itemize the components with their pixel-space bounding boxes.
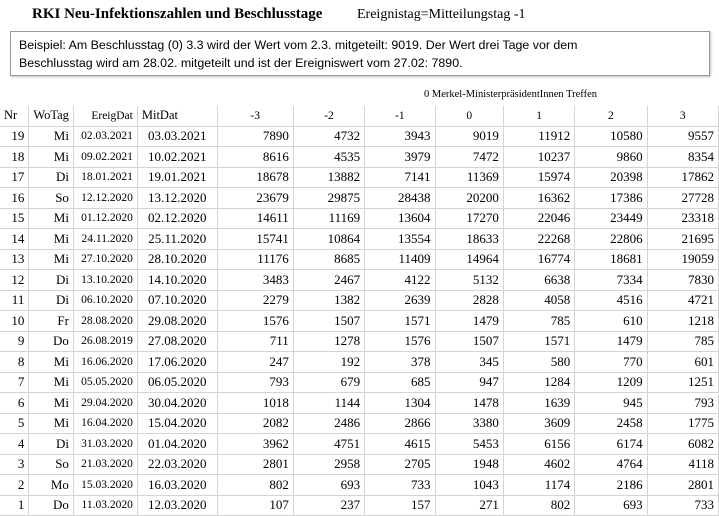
cell-day0[interactable]: 5453 (435, 434, 503, 455)
cell-minus1[interactable]: 28438 (365, 188, 435, 209)
cell-plus3[interactable]: 1251 (647, 372, 718, 393)
cell-minus2[interactable]: 1507 (293, 311, 364, 332)
event-label[interactable]: 0 Merkel-MinisterpräsidentInnen Treffen (424, 89, 598, 100)
cell-minus3[interactable]: 2279 (217, 290, 293, 311)
table-row (0, 126, 719, 147)
cell-minus2[interactable]: 11169 (293, 208, 364, 229)
header-mitdat[interactable]: MitDat (137, 106, 217, 126)
cell-minus2[interactable]: 192 (293, 352, 364, 373)
cell-minus2[interactable]: 237 (293, 495, 364, 516)
cell-wotag[interactable]: Mi (29, 393, 74, 414)
cell-plus2[interactable]: 945 (575, 393, 647, 414)
cell-plus2[interactable]: 2186 (575, 475, 647, 496)
cell-nr[interactable]: 6 (0, 393, 29, 414)
cell-plus2[interactable]: 7334 (575, 270, 647, 291)
cell-ereigdat[interactable]: 06.10.2020 (73, 290, 137, 311)
table-row (0, 167, 719, 188)
cell-day0[interactable]: 1043 (435, 475, 503, 496)
cell-minus1[interactable]: 157 (365, 495, 435, 516)
cell-mitdat[interactable]: 10.02.2021 (137, 147, 217, 168)
header-plus3[interactable]: 3 (647, 106, 718, 126)
cell-minus1[interactable]: 378 (365, 352, 435, 373)
cell-minus2[interactable]: 2467 (293, 270, 364, 291)
cell-mitdat[interactable]: 22.03.2020 (137, 454, 217, 475)
cell-minus3[interactable]: 7890 (217, 126, 293, 147)
cell-minus3[interactable]: 18678 (217, 167, 293, 188)
cell-plus3[interactable]: 8354 (647, 147, 718, 168)
cell-ereigdat[interactable]: 11.03.2020 (73, 495, 137, 516)
note-line-1: Beispiel: Am Beschlusstag (0) 3.3 wird der Wert vom 2.3. mitgeteilt: 9019. Der Wert drei Tage vor dem (19, 38, 578, 52)
cell-minus1[interactable]: 2866 (365, 413, 435, 434)
cell-day0[interactable]: 5132 (435, 270, 503, 291)
cell-ereigdat[interactable]: 15.03.2020 (73, 475, 137, 496)
cell-day0[interactable]: 947 (435, 372, 503, 393)
cell-plus1[interactable]: 3609 (503, 413, 574, 434)
cell-plus1[interactable]: 4602 (503, 454, 574, 475)
cell-wotag[interactable]: Do (29, 495, 74, 516)
cell-nr[interactable]: 11 (0, 290, 29, 311)
cell-day0[interactable]: 7472 (435, 147, 503, 168)
cell-minus1[interactable]: 4122 (365, 270, 435, 291)
cell-plus1[interactable]: 11912 (503, 126, 574, 147)
cell-minus1[interactable]: 1576 (365, 331, 435, 352)
cell-wotag[interactable]: Di (29, 167, 74, 188)
cell-minus3[interactable]: 11176 (217, 249, 293, 270)
cell-plus1[interactable]: 1284 (503, 372, 574, 393)
cell-plus3[interactable]: 733 (647, 495, 718, 516)
cell-plus2[interactable]: 23449 (575, 208, 647, 229)
cell-day0[interactable]: 1948 (435, 454, 503, 475)
cell-nr[interactable]: 1 (0, 495, 29, 516)
cell-minus1[interactable]: 11409 (365, 249, 435, 270)
table-row (0, 229, 719, 250)
cell-nr[interactable]: 15 (0, 208, 29, 229)
cell-day0[interactable]: 1479 (435, 311, 503, 332)
cell-nr[interactable]: 16 (0, 188, 29, 209)
cell-minus1[interactable]: 685 (365, 372, 435, 393)
cell-plus3[interactable]: 19059 (647, 249, 718, 270)
cell-ereigdat[interactable]: 28.08.2020 (73, 311, 137, 332)
cell-minus2[interactable]: 693 (293, 475, 364, 496)
cell-day0[interactable]: 20200 (435, 188, 503, 209)
cell-minus3[interactable]: 14611 (217, 208, 293, 229)
cell-plus2[interactable]: 4764 (575, 454, 647, 475)
cell-ereigdat[interactable]: 05.05.2020 (73, 372, 137, 393)
cell-plus3[interactable]: 7830 (647, 270, 718, 291)
header-row (0, 106, 719, 126)
cell-minus1[interactable]: 3979 (365, 147, 435, 168)
cell-plus1[interactable]: 22268 (503, 229, 574, 250)
table-row (0, 331, 719, 352)
cell-wotag[interactable]: Mi (29, 126, 74, 147)
cell-ereigdat[interactable]: 02.03.2021 (73, 126, 137, 147)
header-ereigdat[interactable]: EreigDat (73, 106, 137, 126)
cell-nr[interactable]: 4 (0, 434, 29, 455)
cell-plus1[interactable]: 1174 (503, 475, 574, 496)
cell-minus3[interactable]: 2082 (217, 413, 293, 434)
cell-minus2[interactable]: 1382 (293, 290, 364, 311)
table-row (0, 188, 719, 209)
data-table (0, 106, 719, 516)
cell-minus3[interactable]: 802 (217, 475, 293, 496)
header-plus2[interactable]: 2 (575, 106, 647, 126)
cell-wotag[interactable]: Do (29, 331, 74, 352)
cell-wotag[interactable]: Mo (29, 475, 74, 496)
table-row (0, 475, 719, 496)
cell-mitdat[interactable]: 12.03.2020 (137, 495, 217, 516)
cell-minus3[interactable]: 793 (217, 372, 293, 393)
cell-minus3[interactable]: 23679 (217, 188, 293, 209)
cell-minus1[interactable]: 4615 (365, 434, 435, 455)
cell-minus3[interactable]: 3962 (217, 434, 293, 455)
cell-nr[interactable]: 12 (0, 270, 29, 291)
cell-day0[interactable]: 345 (435, 352, 503, 373)
table-row (0, 393, 719, 414)
cell-plus1[interactable]: 10237 (503, 147, 574, 168)
cell-mitdat[interactable]: 03.03.2021 (137, 126, 217, 147)
cell-nr[interactable]: 7 (0, 372, 29, 393)
cell-nr[interactable]: 14 (0, 229, 29, 250)
cell-plus2[interactable]: 6174 (575, 434, 647, 455)
cell-plus1[interactable]: 580 (503, 352, 574, 373)
header-minus3[interactable]: -3 (217, 106, 293, 126)
cell-ereigdat[interactable]: 21.03.2020 (73, 454, 137, 475)
cell-minus3[interactable]: 2801 (217, 454, 293, 475)
cell-wotag[interactable]: So (29, 454, 74, 475)
table-row (0, 454, 719, 475)
cell-plus2[interactable]: 18681 (575, 249, 647, 270)
cell-mitdat[interactable]: 25.11.2020 (137, 229, 217, 250)
note-line-2: Beschlusstag wird am 28.02. mitgeteilt und ist der Ereigniswert vom 27.02: 7890. (19, 56, 463, 70)
cell-ereigdat[interactable]: 31.03.2020 (73, 434, 137, 455)
cell-minus1[interactable]: 2705 (365, 454, 435, 475)
cell-ereigdat[interactable]: 01.12.2020 (73, 208, 137, 229)
cell-nr[interactable]: 17 (0, 167, 29, 188)
header-plus1[interactable]: 1 (503, 106, 574, 126)
cell-ereigdat[interactable]: 26.08.2019 (73, 331, 137, 352)
cell-plus1[interactable]: 802 (503, 495, 574, 516)
cell-minus3[interactable]: 8616 (217, 147, 293, 168)
cell-plus3[interactable]: 4721 (647, 290, 718, 311)
cell-mitdat[interactable]: 19.01.2021 (137, 167, 217, 188)
cell-ereigdat[interactable]: 09.02.2021 (73, 147, 137, 168)
header-nr[interactable]: Nr (0, 106, 29, 126)
cell-mitdat[interactable]: 29.08.2020 (137, 311, 217, 332)
cell-plus3[interactable]: 9557 (647, 126, 718, 147)
cell-minus2[interactable]: 4535 (293, 147, 364, 168)
cell-nr[interactable]: 3 (0, 454, 29, 475)
cell-plus3[interactable]: 1775 (647, 413, 718, 434)
cell-minus3[interactable]: 711 (217, 331, 293, 352)
cell-minus3[interactable]: 15741 (217, 229, 293, 250)
cell-plus1[interactable]: 1639 (503, 393, 574, 414)
cell-plus2[interactable]: 770 (575, 352, 647, 373)
cell-minus3[interactable]: 3483 (217, 270, 293, 291)
cell-minus2[interactable]: 679 (293, 372, 364, 393)
sheet-subtitle[interactable]: Ereignistag=Mitteilungstag -1 (357, 7, 526, 22)
cell-mitdat[interactable]: 28.10.2020 (137, 249, 217, 270)
cell-plus2[interactable]: 1479 (575, 331, 647, 352)
cell-wotag[interactable]: Mi (29, 229, 74, 250)
cell-wotag[interactable]: Mi (29, 413, 74, 434)
table-row (0, 208, 719, 229)
cell-minus2[interactable]: 4732 (293, 126, 364, 147)
cell-plus1[interactable]: 1571 (503, 331, 574, 352)
cell-minus1[interactable]: 1571 (365, 311, 435, 332)
cell-minus2[interactable]: 2486 (293, 413, 364, 434)
cell-minus2[interactable]: 29875 (293, 188, 364, 209)
cell-minus1[interactable]: 7141 (365, 167, 435, 188)
table-row (0, 495, 719, 516)
cell-wotag[interactable]: Mi (29, 249, 74, 270)
cell-day0[interactable]: 14964 (435, 249, 503, 270)
table-row (0, 147, 719, 168)
cell-minus1[interactable]: 733 (365, 475, 435, 496)
cell-nr[interactable]: 8 (0, 352, 29, 373)
table-row (0, 249, 719, 270)
cell-plus2[interactable]: 9860 (575, 147, 647, 168)
cell-minus3[interactable]: 1576 (217, 311, 293, 332)
cell-plus3[interactable]: 785 (647, 331, 718, 352)
cell-minus3[interactable]: 1018 (217, 393, 293, 414)
cell-wotag[interactable]: Di (29, 270, 74, 291)
cell-plus3[interactable]: 4118 (647, 454, 718, 475)
cell-minus1[interactable]: 13554 (365, 229, 435, 250)
cell-minus2[interactable]: 10864 (293, 229, 364, 250)
cell-mitdat[interactable]: 13.12.2020 (137, 188, 217, 209)
cell-ereigdat[interactable]: 12.12.2020 (73, 188, 137, 209)
cell-mitdat[interactable]: 01.04.2020 (137, 434, 217, 455)
cell-day0[interactable]: 3380 (435, 413, 503, 434)
cell-nr[interactable]: 5 (0, 413, 29, 434)
cell-plus2[interactable]: 17386 (575, 188, 647, 209)
header-minus1[interactable]: -1 (365, 106, 435, 126)
cell-minus1[interactable]: 1304 (365, 393, 435, 414)
cell-minus2[interactable]: 13882 (293, 167, 364, 188)
cell-plus3[interactable]: 601 (647, 352, 718, 373)
table-row (0, 372, 719, 393)
cell-ereigdat[interactable]: 16.06.2020 (73, 352, 137, 373)
cell-plus2[interactable]: 2458 (575, 413, 647, 434)
cell-wotag[interactable]: So (29, 188, 74, 209)
cell-nr[interactable]: 2 (0, 475, 29, 496)
cell-mitdat[interactable]: 17.06.2020 (137, 352, 217, 373)
table-row (0, 434, 719, 455)
cell-mitdat[interactable]: 02.12.2020 (137, 208, 217, 229)
cell-minus3[interactable]: 247 (217, 352, 293, 373)
cell-day0[interactable]: 1478 (435, 393, 503, 414)
cell-plus3[interactable]: 2801 (647, 475, 718, 496)
cell-minus1[interactable]: 13604 (365, 208, 435, 229)
cell-mitdat[interactable]: 07.10.2020 (137, 290, 217, 311)
cell-plus1[interactable]: 6638 (503, 270, 574, 291)
cell-day0[interactable]: 1507 (435, 331, 503, 352)
header-day0[interactable]: 0 (435, 106, 503, 126)
table-row (0, 270, 719, 291)
cell-wotag[interactable]: Fr (29, 311, 74, 332)
cell-minus2[interactable]: 8685 (293, 249, 364, 270)
cell-plus2[interactable]: 693 (575, 495, 647, 516)
cell-ereigdat[interactable]: 16.04.2020 (73, 413, 137, 434)
cell-nr[interactable]: 9 (0, 331, 29, 352)
cell-plus1[interactable]: 785 (503, 311, 574, 332)
cell-plus3[interactable]: 21695 (647, 229, 718, 250)
cell-ereigdat[interactable]: 13.10.2020 (73, 270, 137, 291)
table-row (0, 413, 719, 434)
cell-day0[interactable]: 17270 (435, 208, 503, 229)
cell-minus3[interactable]: 107 (217, 495, 293, 516)
cell-plus1[interactable]: 4058 (503, 290, 574, 311)
table-row (0, 311, 719, 332)
header-wotag[interactable]: WoTag (29, 106, 74, 126)
cell-ereigdat[interactable]: 24.11.2020 (73, 229, 137, 250)
cell-plus3[interactable]: 1218 (647, 311, 718, 332)
cell-nr[interactable]: 19 (0, 126, 29, 147)
header-minus2[interactable]: -2 (293, 106, 364, 126)
cell-mitdat[interactable]: 06.05.2020 (137, 372, 217, 393)
cell-mitdat[interactable]: 16.03.2020 (137, 475, 217, 496)
cell-plus3[interactable]: 793 (647, 393, 718, 414)
cell-minus2[interactable]: 1144 (293, 393, 364, 414)
cell-wotag[interactable]: Di (29, 290, 74, 311)
cell-plus2[interactable]: 10580 (575, 126, 647, 147)
cell-minus1[interactable]: 2639 (365, 290, 435, 311)
cell-wotag[interactable]: Mi (29, 372, 74, 393)
cell-minus2[interactable]: 1278 (293, 331, 364, 352)
cell-wotag[interactable]: Di (29, 434, 74, 455)
cell-plus1[interactable]: 22046 (503, 208, 574, 229)
cell-day0[interactable]: 2828 (435, 290, 503, 311)
title-row (0, 0, 719, 30)
cell-minus1[interactable]: 3943 (365, 126, 435, 147)
cell-plus3[interactable]: 6082 (647, 434, 718, 455)
cell-ereigdat[interactable]: 27.10.2020 (73, 249, 137, 270)
cell-nr[interactable]: 10 (0, 311, 29, 332)
cell-day0[interactable]: 9019 (435, 126, 503, 147)
cell-nr[interactable]: 18 (0, 147, 29, 168)
table-row (0, 352, 719, 373)
cell-plus2[interactable]: 610 (575, 311, 647, 332)
cell-mitdat[interactable]: 27.08.2020 (137, 331, 217, 352)
cell-day0[interactable]: 271 (435, 495, 503, 516)
cell-plus2[interactable]: 22806 (575, 229, 647, 250)
cell-mitdat[interactable]: 30.04.2020 (137, 393, 217, 414)
cell-minus2[interactable]: 4751 (293, 434, 364, 455)
cell-plus1[interactable]: 16774 (503, 249, 574, 270)
cell-mitdat[interactable]: 15.04.2020 (137, 413, 217, 434)
cell-nr[interactable]: 13 (0, 249, 29, 270)
cell-day0[interactable]: 11369 (435, 167, 503, 188)
sheet-title[interactable]: RKI Neu-Infektionszahlen und Beschlusstage (32, 6, 323, 22)
example-textbox[interactable] (10, 31, 710, 76)
cell-plus1[interactable]: 16362 (503, 188, 574, 209)
cell-plus1[interactable]: 6156 (503, 434, 574, 455)
table-row (0, 290, 719, 311)
cell-plus1[interactable]: 15974 (503, 167, 574, 188)
cell-wotag[interactable]: Mi (29, 208, 74, 229)
cell-plus2[interactable]: 4516 (575, 290, 647, 311)
cell-minus2[interactable]: 2958 (293, 454, 364, 475)
cell-ereigdat[interactable]: 18.01.2021 (73, 167, 137, 188)
cell-plus3[interactable]: 27728 (647, 188, 718, 209)
cell-wotag[interactable]: Mi (29, 352, 74, 373)
cell-plus3[interactable]: 23318 (647, 208, 718, 229)
cell-plus2[interactable]: 1209 (575, 372, 647, 393)
cell-ereigdat[interactable]: 29.04.2020 (73, 393, 137, 414)
cell-day0[interactable]: 18633 (435, 229, 503, 250)
cell-plus2[interactable]: 20398 (575, 167, 647, 188)
cell-plus3[interactable]: 17862 (647, 167, 718, 188)
cell-wotag[interactable]: Mi (29, 147, 74, 168)
cell-mitdat[interactable]: 14.10.2020 (137, 270, 217, 291)
